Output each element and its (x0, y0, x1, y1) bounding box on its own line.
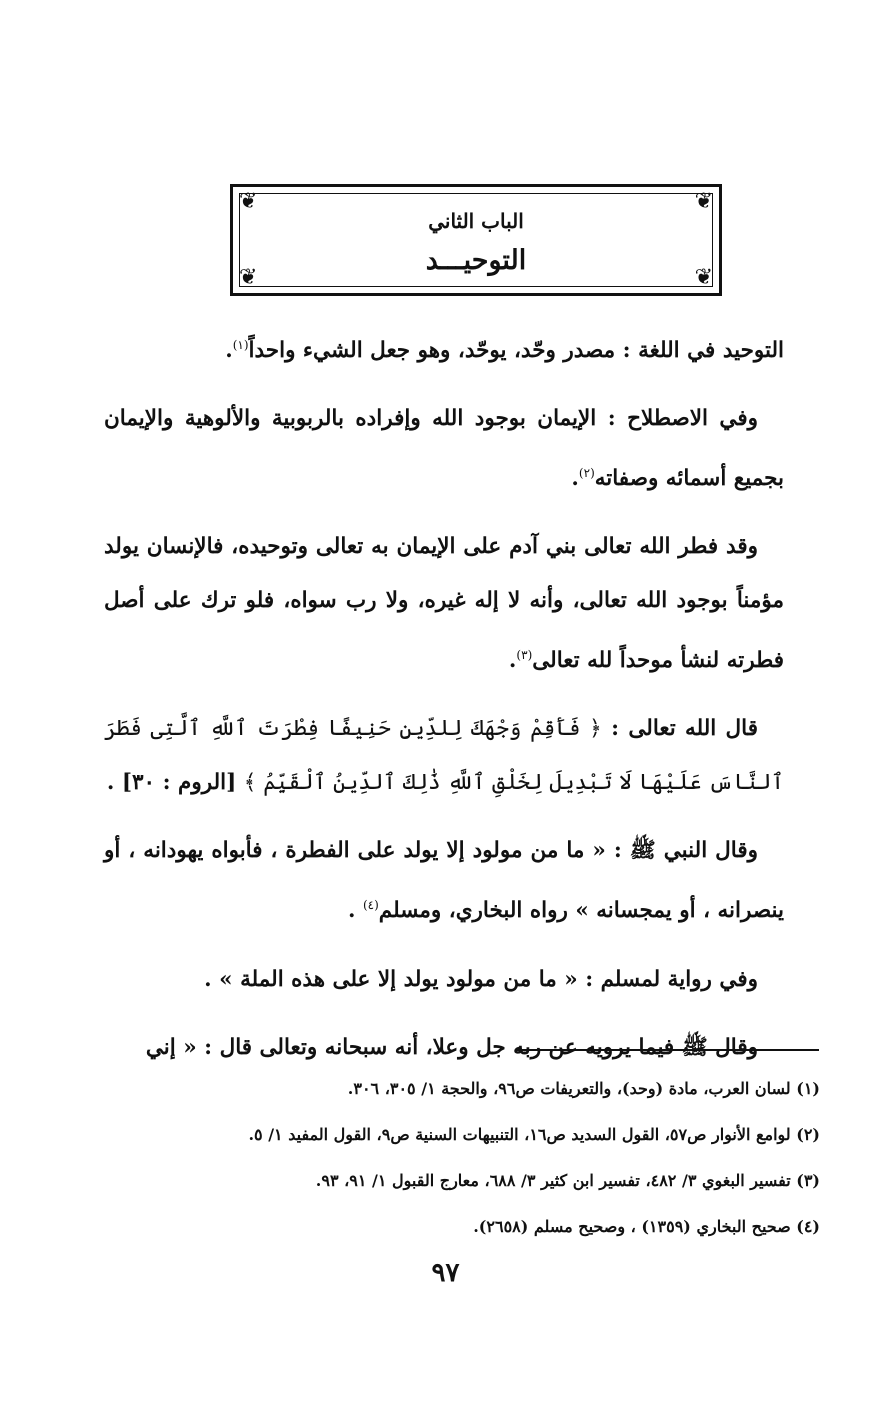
paragraph-definition-language (104, 318, 784, 378)
paragraph-muslim-narration (104, 953, 784, 1007)
footnote-ref: (٢) (578, 466, 595, 481)
paragraph-text: وفي الاصطلاح : الإيمان بوجود الله وإفراده بالربوبية والألوهية والإيمان بجميع أسمائه وصفاته (104, 406, 784, 492)
quran-verse: ﴿ فَأَقِمْ وَجْهَكَ لِلدِّينِ حَنِيفًا فِطْرَتَ ٱللَّهِ ٱلَّتِى فَطَرَ ٱلنَّاسَ عَلَيْهَا لَا تَبْدِيلَ لِخَلْقِ ٱللَّهِ ذَٰلِكَ ٱلدِّينُ ٱلْقَيِّمُ ﴾ (104, 716, 784, 796)
corner-ornament-icon: ❦ (694, 265, 713, 290)
footnote-item: (١) لسان العرب، مادة (وحد)، والتعريفات ص٩٦، والحجة ١/ ٣٠٥، ٣٠٦. (347, 1079, 820, 1098)
paragraph-end: . (225, 338, 233, 364)
corner-ornament-icon: ❦ (239, 189, 258, 214)
footnote-ref: (٣) (516, 648, 533, 663)
footnote-item: (٣) تفسير البغوي ٣/ ٤٨٢، تفسير ابن كثير ٣/ ٦٨٨، معارج القبول ١/ ٩١، ٩٣. (315, 1171, 820, 1190)
corner-ornament-icon: ❦ (694, 189, 713, 214)
paragraph-definition-term (104, 392, 784, 506)
paragraph-text: وقد فطر الله تعالى بني آدم على الإيمان به تعالى وتوحيده، فالإنسان يولد مؤمناً بوجود الله تعالى، وأنه لا إله غيره، ولا رب سواه، فلو ترك على أصل فطرته لنشأ موحداً لله تعالى (104, 534, 784, 674)
footnote-ref: (٤) (362, 898, 379, 913)
paragraph-lead: قال الله تعالى : (601, 716, 758, 742)
paragraph-end: . (347, 898, 363, 924)
footnote-item: (٢) لوامع الأنوار ص٥٧، القول السديد ص١٦، التنبيهات السنية ص٩، القول المفيد ١/ ٥. (248, 1125, 820, 1144)
chapter-label: الباب الثاني (428, 209, 524, 233)
paragraph-text: وقال ﷺ فيما يرويه عن ربه جل وعلا، أنه سبحانه وتعالى قال : « إني (145, 1034, 758, 1060)
footnote-ref: (١) (232, 338, 249, 352)
paragraph-quran-quote (104, 702, 784, 810)
footnote-divider (515, 1049, 819, 1051)
paragraph-text: التوحيد في اللغة : مصدر وحّد، يوحّد، وهو جعل الشيء واحداً (248, 338, 784, 364)
footnote-item: (٤) صحيح البخاري (١٣٥٩) ، وصحيح مسلم (٢٦٥٨). (473, 1217, 820, 1236)
paragraph-end: . (508, 648, 517, 674)
body-text (104, 318, 784, 1089)
verse-reference: [الروم : ٣٠] . (106, 770, 244, 796)
chapter-title-frame (230, 184, 722, 296)
paragraph-hadith (104, 824, 784, 938)
paragraph-text: وفي رواية لمسلم : « ما من مولود يولد إلا على هذه الملة » . (204, 966, 758, 992)
footnotes (104, 1066, 820, 1250)
page-number: ٩٧ (431, 1258, 460, 1288)
chapter-title: التوحيـــد (425, 245, 527, 276)
paragraph-text: وقال النبي ﷺ : « ما من مولود إلا يولد على الفطرة ، فأبواه يهودانه ، أو ينصرانه ، أو يمجسانه » رواه البخاري، ومسلم (104, 838, 784, 924)
paragraph-end: . (571, 466, 579, 492)
paragraph-fitrah (104, 520, 784, 688)
corner-ornament-icon: ❦ (239, 265, 258, 290)
